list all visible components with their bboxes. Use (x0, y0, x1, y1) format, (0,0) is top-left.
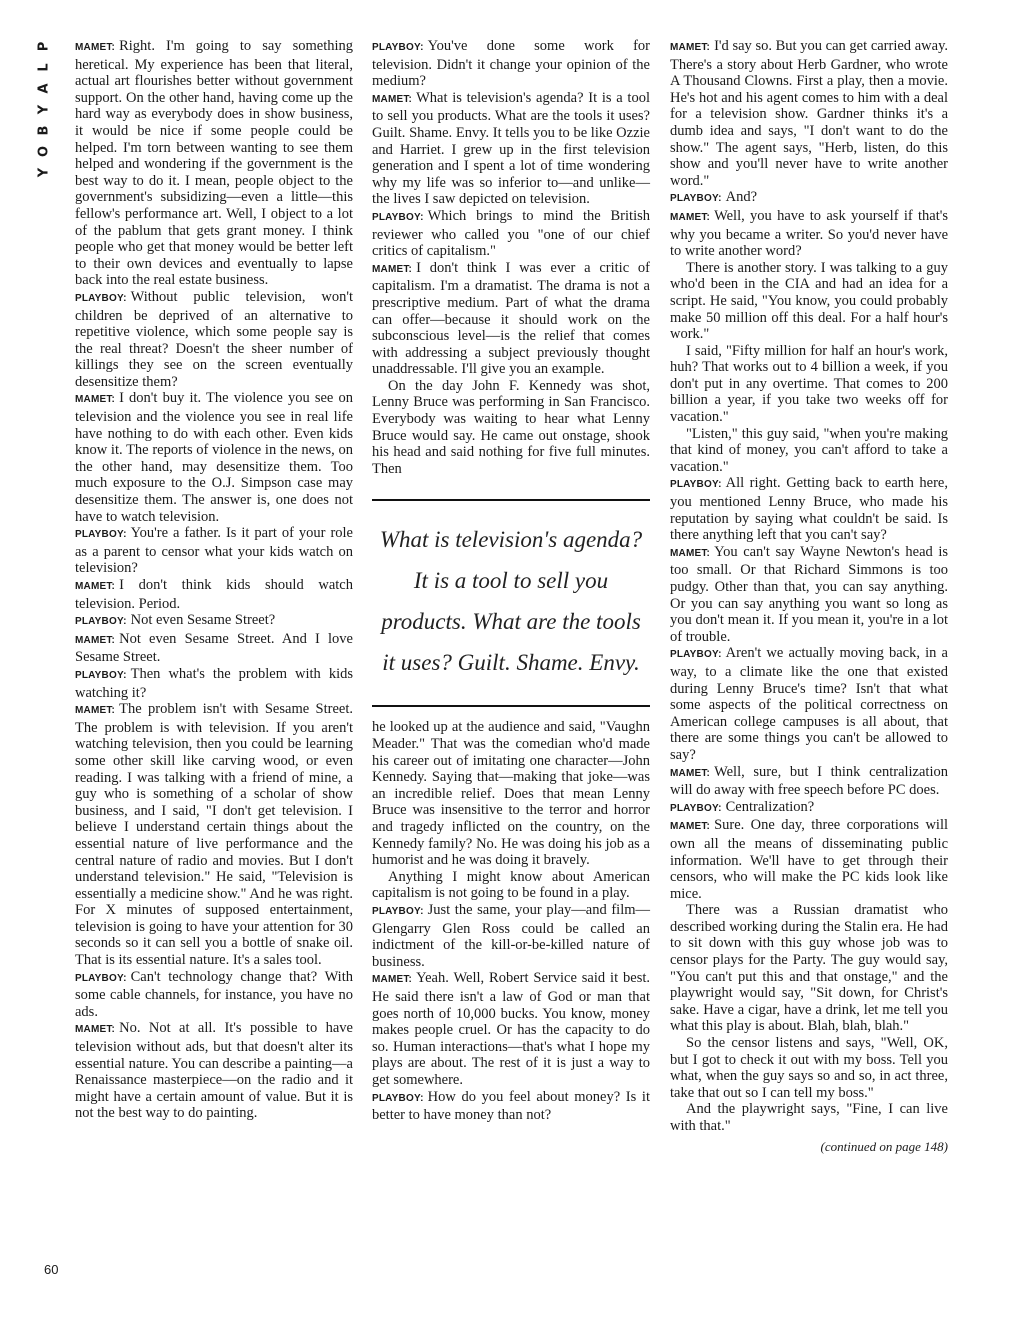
paragraph-text: Right. I'm going to say something heretical. My experience has been that literal, actual art flourishes better without government support. On the other hand, having come up the hard way as everybody does in show business, it would be nice if some people could be helped. I'm torn between wanting to see them helped and wondering if the government is the best way to do it. I mean, people object to the government's subsidizing—even a little—this fellow's performance art. Well, I object to a lot of the pablum that gets grant money. I think people who get that money would be better left to their own devices and eventually to lapse back into the real estate business. (75, 38, 353, 289)
interview-paragraph (75, 577, 353, 612)
interview-paragraph (670, 475, 948, 543)
speaker-label: MAMET: (75, 42, 116, 53)
masthead-letter: O (36, 145, 52, 158)
paragraph-text: All right. Getting back to earth here, you mentioned Lenny Bruce, who made his reputation by saying what couldn't be said. Is there anything left that you can't say? (670, 475, 948, 544)
speaker-label: MAMET: (372, 93, 413, 105)
paragraph-text: I'd say so. But you can get carried away. There's a story about Herb Gardner, who wrote A Thousand Clowns. First a play, then a movie. He's hot and his agent comes to him with a deal for a television show. Gardner thinks it's a dumb idea and says, "I don't want to do the show." The agent says, "Herb, listen, do this show and you'll never have to write another word." (670, 38, 948, 189)
paragraph-text: There is another story. I was talking to a guy who'd been in the CIA and had an idea for a script. He said, "You know, you could probably make 50 million off this deal. For a half hour's work." (670, 259, 948, 343)
paragraph-text: I said, "Fifty million for half an hour's work, huh? That works out to 4 billion a week, if you don't put in any overtime. That comes to 200 billion a year, if you take two weeks off for vacation." (670, 342, 948, 426)
paragraph-text: Well, you have to ask yourself if that's why you became a writer. So you'd never have to write another word? (670, 207, 948, 260)
masthead-letter: B (36, 125, 52, 136)
interview-paragraph (670, 1035, 948, 1101)
paragraph-text: Centralization? (725, 798, 815, 815)
interview-paragraph (670, 645, 948, 763)
masthead-letter: A (36, 83, 52, 94)
paragraph-text: Not even Sesame Street. And I love Sesame Street. (75, 630, 353, 666)
interview-paragraph (75, 701, 353, 969)
paragraph-text: Well, sure, but I think centralization will do away with free speech before PC does. (670, 763, 948, 799)
interview-paragraph (670, 1101, 948, 1134)
speaker-label: MAMET: (372, 263, 413, 275)
interview-paragraph (670, 343, 948, 426)
paragraph-text: What is television's agenda? It is a tool to sell you products. What are the tools it uses? Guilt. Shame. Envy. It tells you to be like Ozzie and Harriet. I grew up in the first television generation and I spent a lot of time wondering why my life was so inferior to—and unlike—the lives I saw depicted on television. (372, 89, 650, 208)
speaker-label: MAMET: (75, 705, 116, 717)
masthead-letter: Y (36, 167, 52, 178)
page-number: 60 (44, 1262, 59, 1277)
paragraph-text: I don't think I was ever a critic of capitalism. I'm a dramatist. The drama is not a prescriptive medium. Part of what the drama can offer—because it should work on the subconscious level—is the relief that comes with addressing a subject previously thought unaddressable. I'll give you an example. (372, 259, 650, 378)
interview-paragraph (75, 969, 353, 1021)
speaker-label: MAMET: (75, 1024, 116, 1036)
interview-paragraph (670, 426, 948, 476)
paragraph-text: You can't say Wayne Newton's head is too small. Or that Richard Simmons is too pudgy. Other than that, you can say anything. Or you can say anything you want so long as you don't mean it. If you mean it, you're in a lot of trouble. (670, 543, 948, 645)
interview-paragraph (75, 38, 353, 289)
speaker-label: PLAYBOY: (372, 1092, 424, 1104)
interview-paragraph (372, 970, 650, 1088)
speaker-label: PLAYBOY: (670, 802, 722, 814)
speaker-label: PLAYBOY: (75, 669, 127, 681)
column-3-body (670, 38, 948, 1135)
interview-paragraph (372, 902, 650, 970)
paragraph-text: So the censor listens and says, "Well, OK, but I got to check it out with my boss. Tell you what, when the guy says so and so, in act three, take that out so I can tell my boss." (670, 1035, 948, 1101)
column-3 (670, 38, 948, 1155)
paragraph-text: "Listen," this guy said, "when you're making that kind of money, you can't afford to take a vacation." (670, 425, 948, 475)
column-2-top (372, 38, 650, 477)
speaker-label: PLAYBOY: (75, 292, 127, 304)
interview-paragraph (670, 764, 948, 799)
interview-paragraph (75, 631, 353, 666)
speaker-label: MAMET: (75, 394, 116, 406)
interview-paragraph (670, 189, 948, 208)
interview-paragraph (372, 719, 650, 868)
paragraph-text: he looked up at the audience and said, "Vaughn Meader." That was the comedian who'd made his career out of imitating one character—John Kennedy. Saying that—making that joke—was an incredible relief. Does that mean Lenny Bruce was insensitive to the terror and horror and tragedy inflicted on the country, on the Kennedy family? No. He was doing his job as a humorist and he was doing it bravely. (372, 719, 650, 869)
interview-paragraph (670, 260, 948, 343)
interview-paragraph (372, 38, 650, 90)
speaker-label: PLAYBOY: (670, 479, 722, 491)
masthead-letter: Y (36, 104, 52, 115)
masthead-letter: L (36, 63, 52, 72)
interview-paragraph (372, 90, 650, 208)
paragraph-text: I don't buy it. The violence you see on television and the violence you see in real life have nothing to do with each other. Even kids know it. The reports of violence in the news, on the other hand, may desensitize them. Too much exposure to the O.J. Simpson case may desensitize them. The answer is, one does not have to watch television. (75, 390, 353, 525)
speaker-label: PLAYBOY: (75, 616, 127, 628)
paragraph-text: The problem isn't with Sesame Street. The problem is with television. If you aren't watching television, then you could be learning some other skill like carving wood, or even reading. I was talking with a friend of mine, a guy who is something of a scholar of show business, and I said, "I don't get television. I believe I understand certain things about the essential nature of live performance and the central nature of radio and movies. But I don't understand television." He said, "Television is essentially a medicine show." And he was right. For X minutes of supposed entertainment, television is going to have your attention for 30 seconds so it can sell you a bottle of snake oil. That is its essential nature. It's a sales tool. (75, 701, 353, 969)
paragraph-text: I don't think kids should watch television. Period. (75, 577, 353, 612)
paragraph-text: Anything I might know about American capitalism is not going to be found in a play. (372, 868, 650, 902)
paragraph-text: Can't technology change that? With some cable channels, for instance, you have no ads. (75, 968, 353, 1020)
paragraph-text: Sure. One day, three corporations will own all the means of disseminating public information. We'll have to get through their censors, who will make the PC kids look like mice. (670, 817, 948, 902)
interview-paragraph (75, 289, 353, 391)
speaker-label: PLAYBOY: (372, 905, 424, 917)
speaker-label: MAMET: (372, 974, 413, 986)
speaker-label: MAMET: (670, 547, 711, 559)
paragraph-text: You've done some work for television. Didn't it change your opinion of the medium? (372, 38, 650, 90)
interview-paragraph (670, 902, 948, 1035)
interview-paragraph (372, 260, 650, 378)
paragraph-text: Just the same, your play—and film—Glengarry Glen Ross could be called an indictment of the kill-or-be-killed nature of business. (372, 901, 650, 970)
speaker-label: MAMET: (670, 821, 711, 833)
speaker-label: PLAYBOY: (75, 529, 127, 541)
playboy-masthead (30, 40, 58, 187)
interview-paragraph (75, 1020, 353, 1122)
speaker-label: MAMET: (670, 767, 711, 779)
paragraph-text: Not even Sesame Street? (130, 612, 276, 629)
paragraph-text: On the day John F. Kennedy was shot, Lenny Bruce was performing in San Francisco. Everybody was waiting to hear what Lenny Bruce would say. He came out onstage, shook his head and said nothing for five full minutes. Then (372, 377, 650, 477)
paragraph-text: Which brings to mind the British reviewer who called you "one of our chief critics of capitalism." (372, 207, 650, 260)
paragraph-text: And? (725, 189, 758, 206)
pull-quote: What is television's agenda? It is a tool to sell you products. What are the tools it uses? Guilt. Shame. Envy. (372, 499, 650, 707)
interview-paragraph (670, 799, 948, 818)
speaker-label: PLAYBOY: (75, 972, 127, 984)
interview-paragraph (75, 390, 353, 525)
speaker-label: MAMET: (75, 634, 116, 646)
column-2-bottom (372, 719, 650, 1123)
paragraph-text: How do you feel about money? Is it better to have money than not? (372, 1088, 650, 1124)
speaker-label: MAMET: (670, 211, 711, 223)
paragraph-text: Aren't we actually moving back, in a way, to a climate like the one that existed during Lenny Bruce's time? Isn't that what some aspects of the political correctness on American college campuses is all about, that there are some things you can't be allowed to say? (670, 645, 948, 763)
paragraph-text: And the playwright says, "Fine, I can live with that." (670, 1101, 948, 1134)
interview-paragraph (75, 525, 353, 577)
speaker-label: PLAYBOY: (372, 42, 424, 53)
paragraph-text: Without public television, won't children be deprived of an alternative to repetitive violence, which some people say is the real threat? Doesn't the sheer number of killings they see on the screen eventually desensitize them? (75, 288, 353, 390)
speaker-label: PLAYBOY: (372, 211, 424, 223)
speaker-label: MAMET: (75, 581, 116, 592)
interview-paragraph (670, 38, 948, 189)
paragraph-text: Then what's the problem with kids watching it? (75, 665, 353, 701)
interview-paragraph (670, 544, 948, 646)
continued-note: (continued on page 148) (820, 1138, 948, 1154)
speaker-label: PLAYBOY: (670, 649, 722, 661)
interview-paragraph (670, 208, 948, 260)
speaker-label: MAMET: (670, 42, 711, 53)
interview-paragraph (372, 869, 650, 902)
paragraph-text: No. Not at all. It's possible to have television without ads, but that doesn't alter its essential nature. You can describe a painting—a Renaissance masterpiece—on the radio and it might have a certain amount of value. But it is not the best way to do painting. (75, 1020, 353, 1122)
paragraph-text: Yeah. Well, Robert Service said it best. He said there isn't a law of God or man that goes north of 10,000 bucks. You know, money makes people cruel. Or has the capacity to do so. Human interactions—that's what I hope my plays are about. The rest of it is just a way to get somewhere. (372, 970, 650, 1088)
paragraph-text: There was a Russian dramatist who described working during the Stalin era. He had to sit down with this guy whose job was to censor plays for the Party. The guy would say, "You can't put this and that onstage," and the playwright would say, "Sit down, for Christ's sake. Have a cigar, have a drink, let me tell you what this play is about. Blah, blah, blah." (670, 902, 948, 1035)
column-2 (372, 38, 650, 1124)
column-1 (75, 38, 353, 1122)
interview-paragraph (75, 666, 353, 701)
interview-paragraph (372, 378, 650, 478)
interview-paragraph (372, 208, 650, 260)
paragraph-text: You're a father. Is it part of your role as a parent to censor what your kids watch on television? (75, 525, 353, 577)
speaker-label: PLAYBOY: (670, 193, 722, 205)
masthead-letter: P (36, 41, 52, 52)
interview-paragraph (372, 1089, 650, 1124)
interview-paragraph (75, 612, 353, 631)
interview-paragraph (670, 817, 948, 902)
